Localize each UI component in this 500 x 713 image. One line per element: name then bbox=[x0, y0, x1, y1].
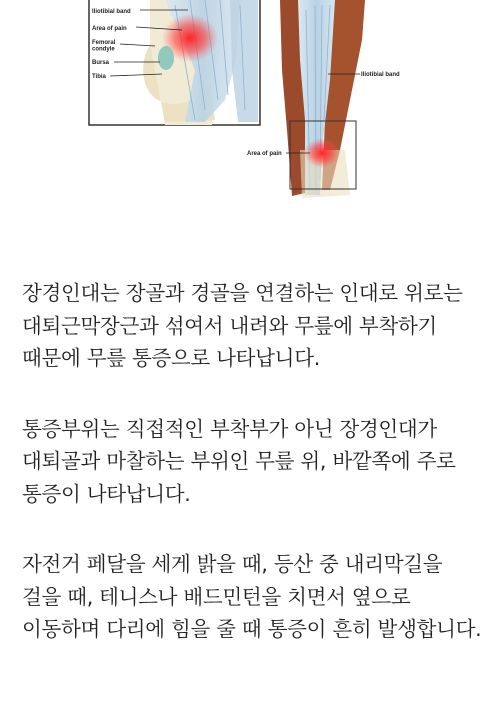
label-tibia: Tibia bbox=[92, 74, 106, 80]
knee-closeup-inset bbox=[89, 0, 260, 125]
label-area-of-pain-left: Area of pain bbox=[92, 26, 127, 32]
paragraph-3: 자전거 페달을 세게 밝을 때, 등산 중 내리막길을 걸을 때, 테니스나 배드민턴을 치면서 옆으로 이동하며 다리에 힘을 줄 때 통증이 흔히 발생합니다. bbox=[22, 552, 482, 641]
label-area-of-pain-right: Area of pain bbox=[247, 151, 282, 157]
femoral-condyle-line1: Femoral bbox=[92, 40, 116, 46]
article-body bbox=[22, 277, 482, 684]
label-bursa: Bursa bbox=[92, 60, 110, 66]
leg-side-view bbox=[247, 0, 400, 198]
knee-anatomy-illustration bbox=[0, 0, 500, 215]
paragraph-2: 통증부위는 직접적인 부착부가 아닌 장경인대가 대퇴골과 마찰하는 부위인 무릎 위, 바깥쪽에 주로 통증이 나타납니다. bbox=[22, 416, 456, 506]
label-femoral-condyle bbox=[92, 40, 117, 53]
paragraph-1: 장경인대는 장골과 경골을 연결하는 인대로 위로는 대퇴근막장근과 섞여서 내려와 무릎에 부착하기 때문에 무릎 통증으로 나타납니다. bbox=[22, 281, 463, 370]
femoral-condyle-line2: condyle bbox=[92, 46, 115, 53]
label-iliotibial-band-right: Iliotibial band bbox=[361, 72, 400, 78]
label-iliotibial-band-left: Iliotibial band bbox=[92, 9, 131, 15]
